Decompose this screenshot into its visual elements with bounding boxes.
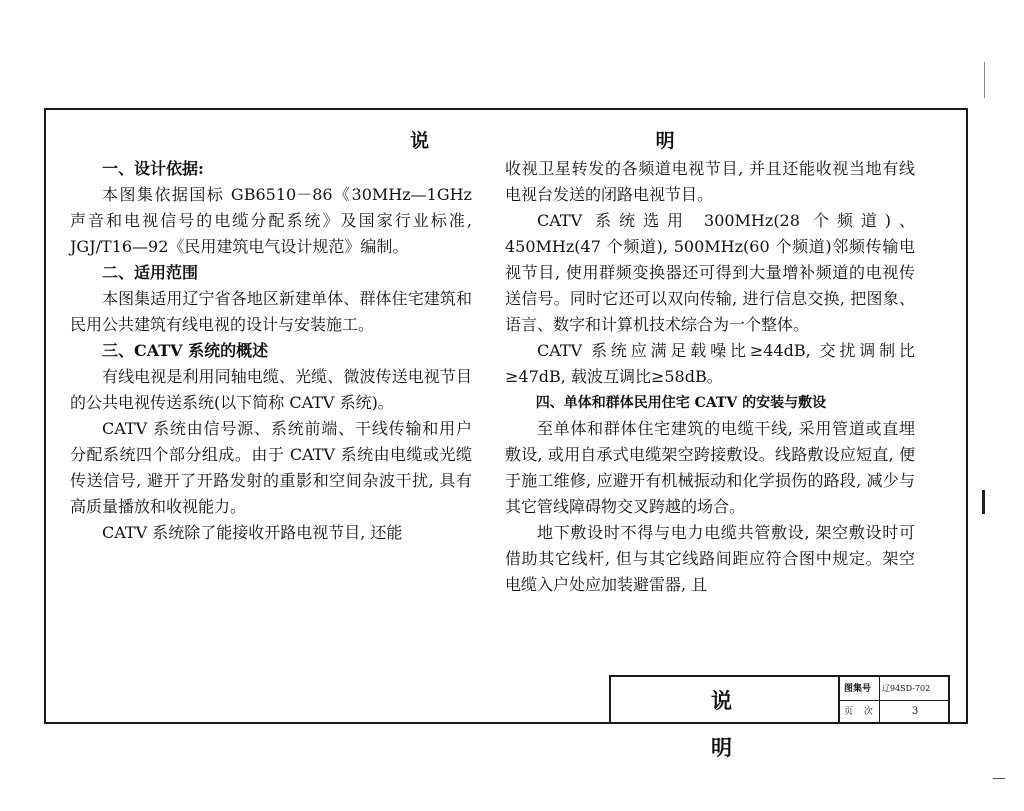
page-title: 说 明 xyxy=(410,130,785,152)
paragraph-overview-1: 有线电视是利用同轴电缆、光缆、微波传送电视节目的公共电视传送系统(以下简称 CATV 系统)。 xyxy=(70,367,472,412)
scan-mark xyxy=(993,778,1005,779)
scan-mark xyxy=(984,62,985,98)
section-heading-scope: 二、适用范围 xyxy=(102,263,199,282)
scan-mark xyxy=(982,490,985,514)
paragraph-requirements: CATV 系统应满足载噪比≥44dB, 交扰调制比≥47dB, 载波互调比≥58dB。 xyxy=(505,341,915,386)
paragraph-overview-3: CATV 系统除了能接收开路电视节目, 还能 xyxy=(102,523,403,542)
page-number-value: 3 xyxy=(911,706,919,717)
title-block-divider xyxy=(879,677,880,724)
paragraph-scope: 本图集适用辽宁省各地区新建单体、群体住宅建筑和民用公共建筑有线电视的设计与安装施工。 xyxy=(70,289,472,334)
paragraph-installation-1: 至单体和群体住宅建筑的电缆干线, 采用管道或直埋敷设, 或用自承式电缆架空跨接敷设。线路敷设应短直, 便于施工维修, 应避开有机械振动和化学损伤的路段, 减少与其它管线障碍物交叉跨越的场合。 xyxy=(505,419,915,516)
paragraph-frequency: CATV 系统选用 300MHz(28 个频道)、450MHz(47 个频道), 500MHz(60 个频道)邻频传输电视节目, 使用群频变换器还可得到大量增补频道的电视传送信号。同时它还可以双向传输, 进行信息交换, 把图象、语言、数字和计算机技术综合为一个整体。 xyxy=(505,211,915,334)
section-heading-installation: 四、单体和群体民用住宅 CATV 的安装与敷设 xyxy=(535,395,827,411)
page-number-label: 页 次 xyxy=(844,707,877,717)
paragraph-continued: 收视卫星转发的各频道电视节目, 并且还能收视当地有线电视台发送的闭路电视节目。 xyxy=(505,159,915,204)
paragraph-installation-2: 地下敷设时不得与电力电缆共管敷设, 架空敷设时可借助其它线杆, 但与其它线路间距应符合图中规定。架空电缆入户处应加装避雷器, 且 xyxy=(505,523,915,594)
right-column xyxy=(505,156,915,598)
section-heading-overview: 三、CATV 系统的概述 xyxy=(102,341,269,360)
atlas-number-label: 图集号 xyxy=(844,684,872,694)
section-heading-basis: 一、设计依据: xyxy=(102,159,204,178)
title-block-name: 说 明 xyxy=(611,677,840,724)
atlas-number-value: 辽94SD-702 xyxy=(882,684,931,693)
paragraph-overview-2: CATV 系统由信号源、系统前端、干线传输和用户分配系统四个部分组成。由于 CATV 系统由电缆或光缆传送信号, 避开了开路发射的重影和空间杂波干扰, 具有高质量播放和收视能力。 xyxy=(70,419,472,516)
title-block xyxy=(609,675,950,760)
paragraph-basis: 本图集依据国标 GB6510－86《30MHz—1GHz 声音和电视信号的电缆分配系统》及国家行业标准, JGJ/T16—92《民用建筑电气设计规范》编制。 xyxy=(70,185,472,256)
left-column xyxy=(70,156,472,546)
